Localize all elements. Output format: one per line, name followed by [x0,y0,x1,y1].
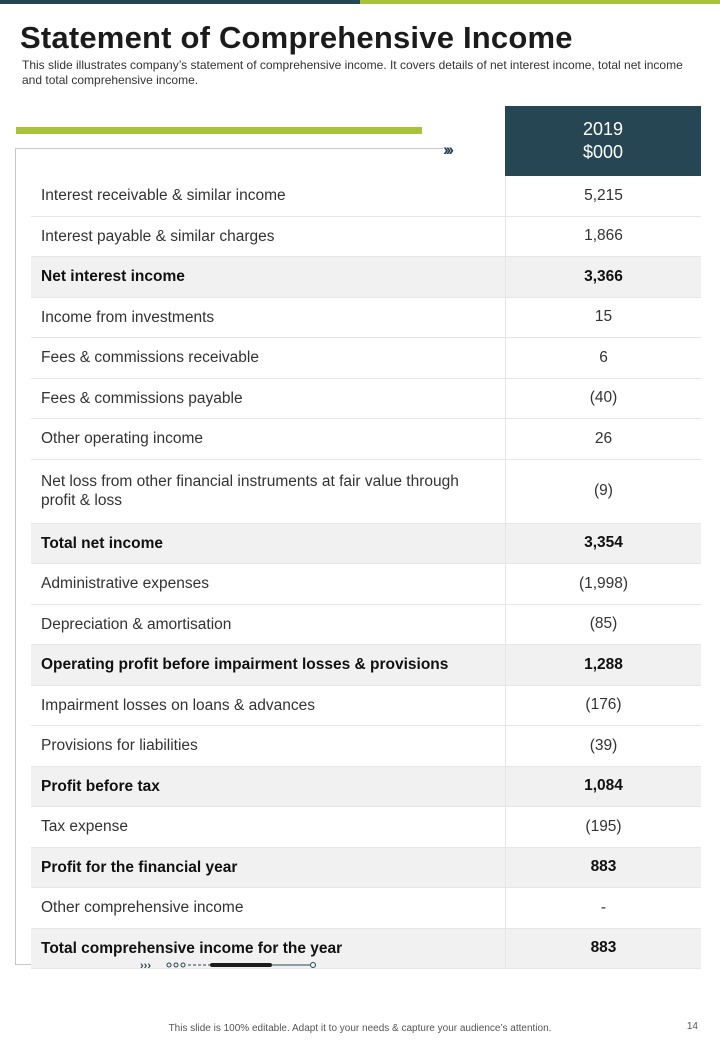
table-row [31,888,701,929]
table-row [31,605,701,646]
row-label: Total comprehensive income for the year [41,939,343,957]
row-value: 15 [505,298,701,338]
row-label: Total net income [41,534,164,552]
row-label: Net loss from other financial instruments at fair value through profit & loss [41,473,459,509]
table-row [31,419,701,460]
row-label: Fees & commissions receivable [41,349,259,367]
page-subtitle: This slide illustrates company’s statement of comprehensive income. It covers details of net interest income, total net income and total comprehensive income. [22,58,683,87]
row-value: (176) [505,686,701,726]
row-label: Fees & commissions payable [41,389,243,407]
table-row [31,686,701,727]
row-label: Operating profit before impairment losses & provisions [41,656,449,674]
row-value: (39) [505,726,701,766]
top-accent-bar-green [360,0,720,4]
row-label: Depreciation & amortisation [41,615,232,633]
frame-line-top [15,148,443,149]
row-label: Provisions for liabilities [41,737,198,755]
row-label: Net interest income [41,268,185,286]
year-header [505,106,701,176]
chevrons-right-small-icon: ››› [140,960,151,972]
row-value: 26 [505,419,701,459]
row-label: Administrative expenses [41,575,209,593]
chevrons-right-icon: ››› [443,140,451,159]
frame-line-left [15,148,16,965]
row-value: 1,866 [505,217,701,257]
row-value: 883 [505,848,701,888]
row-label: Tax expense [41,818,129,836]
header-unit: $000 [582,142,624,162]
table-row [31,217,701,258]
row-value: 883 [505,929,701,969]
table-row [31,176,701,217]
row-label: Profit for the financial year [41,858,238,876]
table-row [31,564,701,605]
row-label: Interest payable & similar charges [41,227,275,245]
row-label: Profit before tax [41,777,160,795]
row-label: Income from investments [41,308,215,326]
table-row [31,929,701,970]
row-label: Other operating income [41,430,203,448]
green-accent-line [16,127,422,134]
top-accent-bar-dark [0,0,360,4]
table-row [31,767,701,808]
row-value: (195) [505,807,701,847]
row-label: Impairment losses on loans & advances [41,696,315,714]
row-value: - [505,888,701,928]
row-value: (9) [505,460,701,523]
table-row [31,726,701,767]
row-value: 6 [505,338,701,378]
row-value: (40) [505,379,701,419]
row-value: 1,084 [505,767,701,807]
decorative-dots-line [140,958,320,972]
table-row [31,460,701,524]
table-row [31,298,701,339]
page-number: 14 [686,1021,698,1032]
table-row [31,645,701,686]
row-value: 5,215 [505,176,701,216]
row-value: 3,366 [505,257,701,297]
row-value: 3,354 [505,524,701,564]
row-label: Other comprehensive income [41,899,244,917]
page-title: Statement of Comprehensive Income [20,20,573,55]
row-value: (85) [505,605,701,645]
footer-note: This slide is 100% editable. Adapt it to your needs & capture your audience’s attention. [168,1023,552,1034]
row-value: 1,288 [505,645,701,685]
table-row [31,257,701,298]
header-year: 2019 [582,119,624,139]
table-row [31,524,701,565]
table-row [31,848,701,889]
table-row [31,379,701,420]
income-table [31,176,701,969]
row-value: (1,998) [505,564,701,604]
table-row [31,338,701,379]
row-label: Interest receivable & similar income [41,187,286,205]
table-row [31,807,701,848]
